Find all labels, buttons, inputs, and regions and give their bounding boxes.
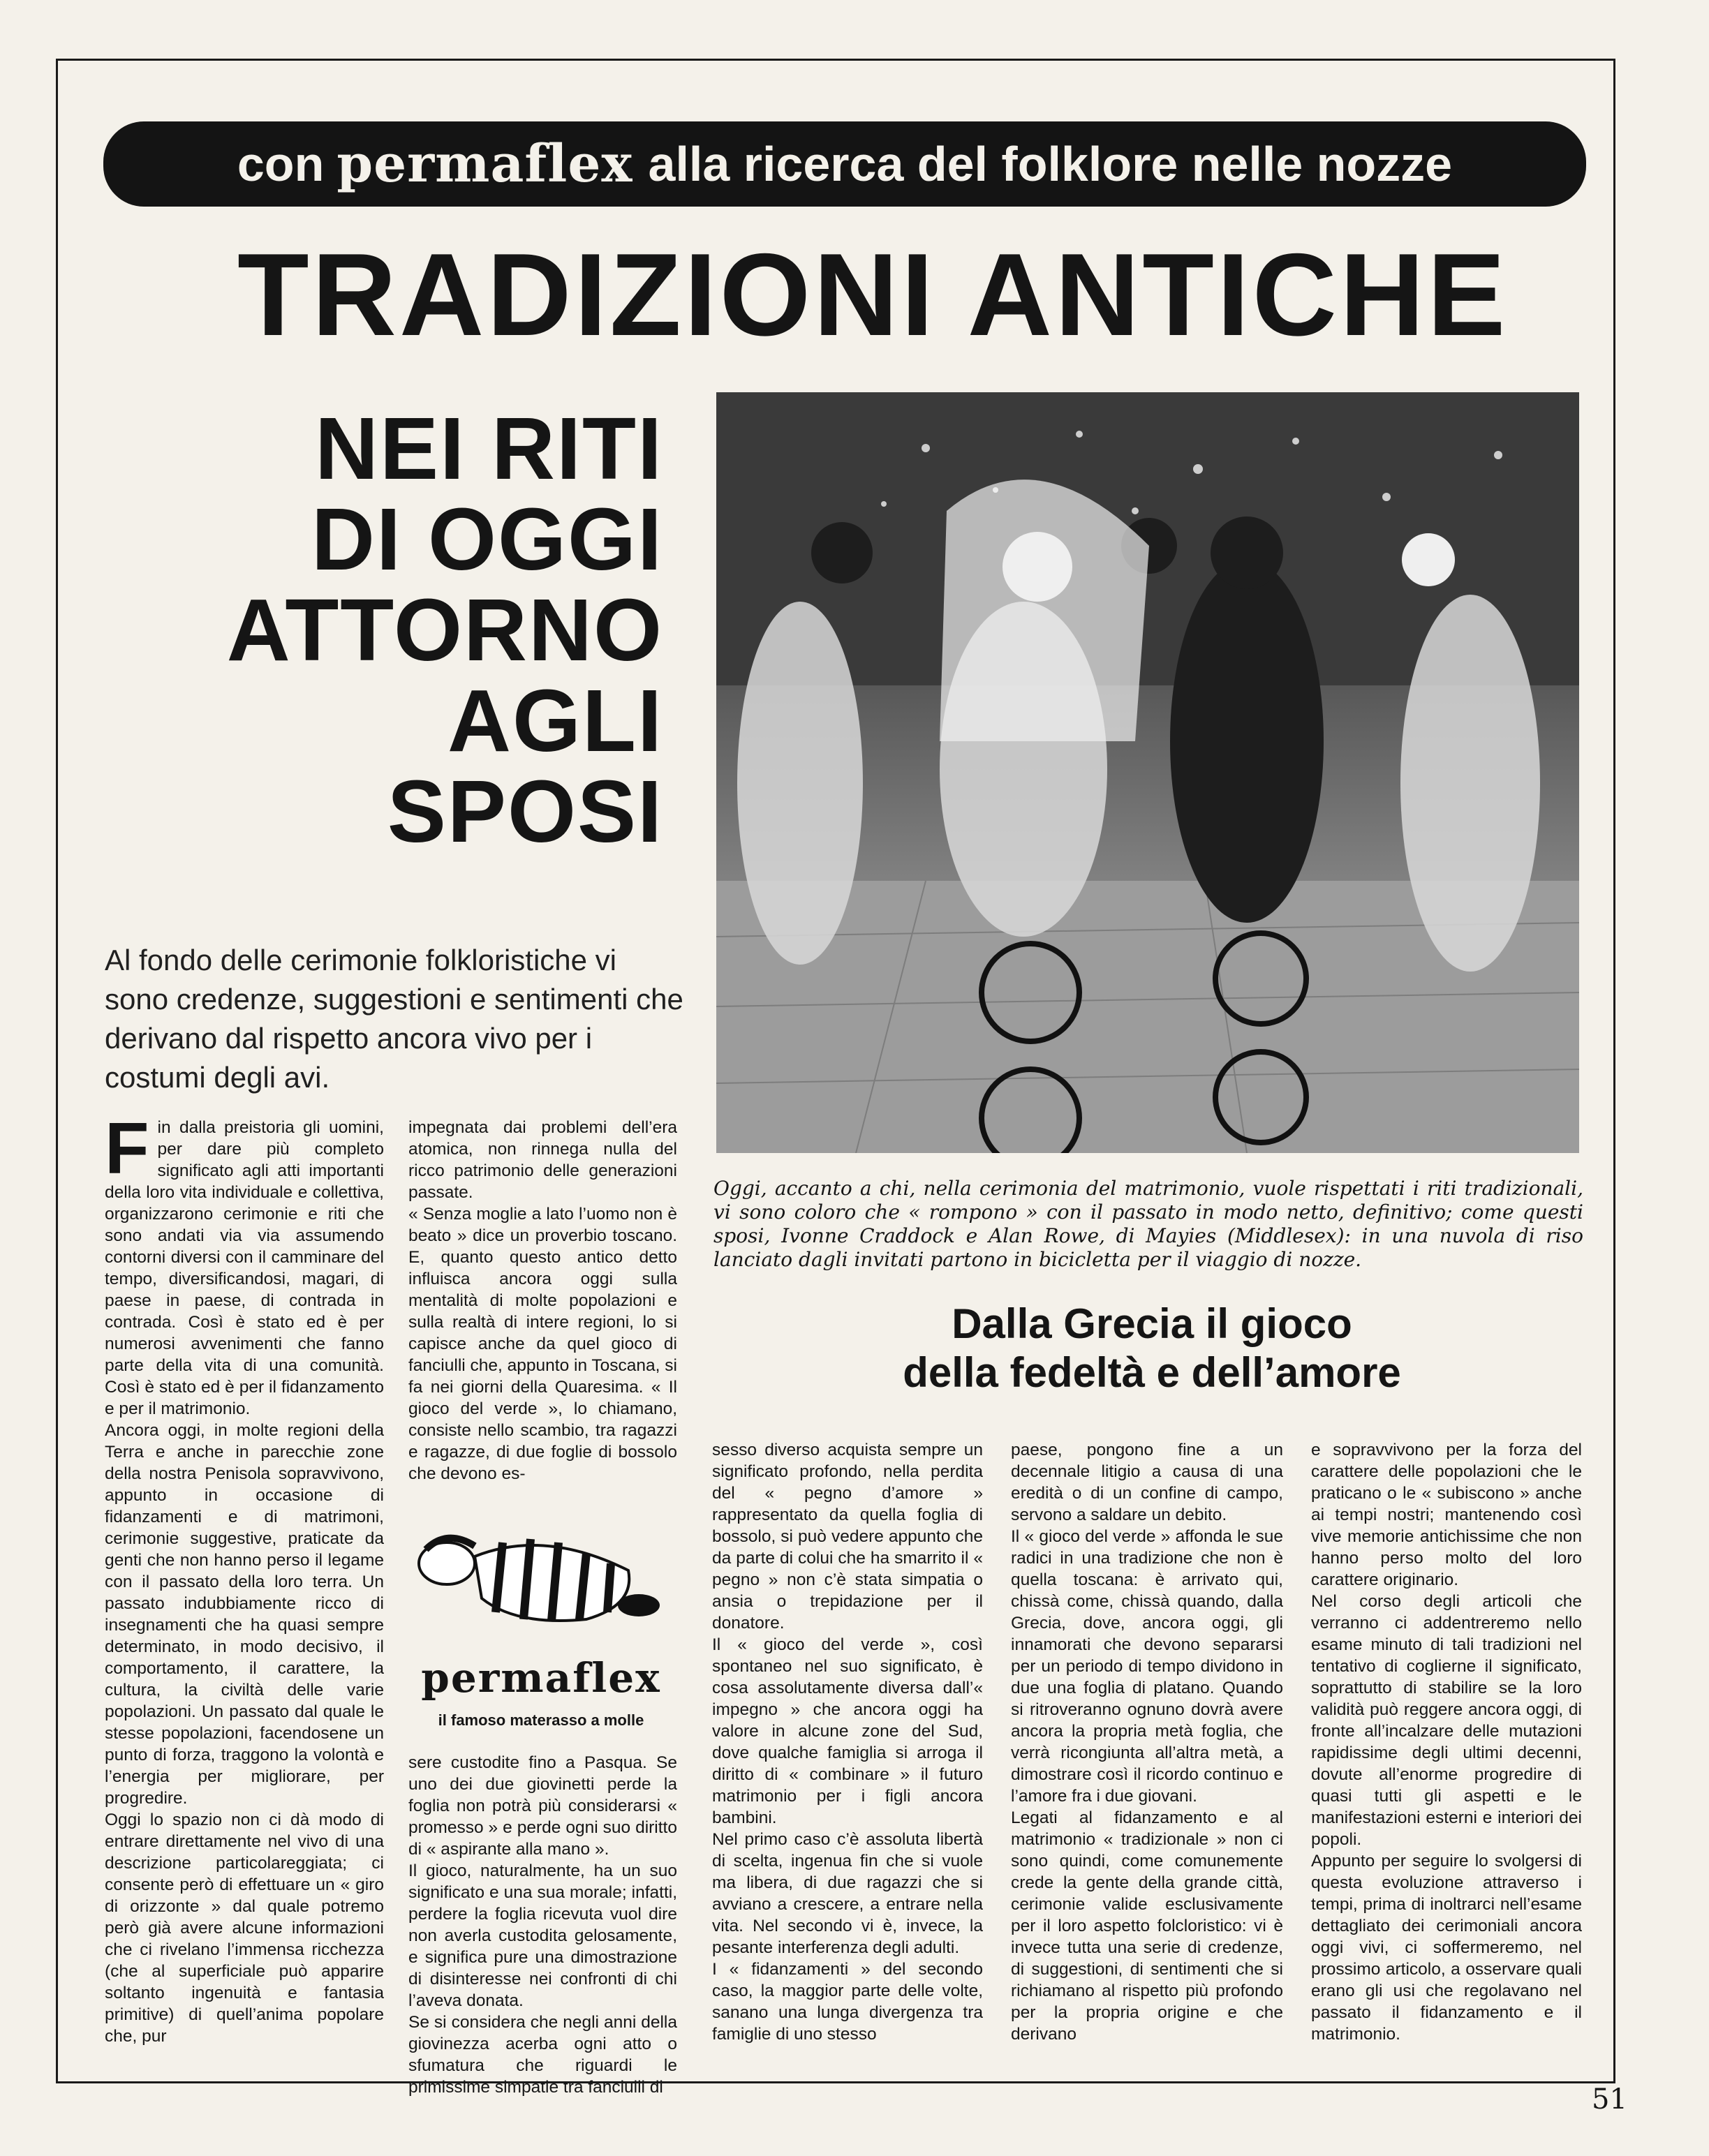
section-heading: Dalla Grecia il gioco della fedeltà e dell’amore — [903, 1300, 1401, 1396]
body-column-2a: impegnata dai problemi dell’era atomica, non rinnega nulla del ricco patrimonio delle generazioni passate. « Senza moglie a lato l’uomo non è beato » dice un proverbio toscano. E, quanto questo antico detto influisca ancora oggi sulla mentalità di molte popolazioni e sulla realtà di intere regioni, lo si capisce anche da quel gioco di fanciulli che, appunto in Toscana, si fa nei giorni della Quaresima. « Il gioco del verde », lo chiamano, consiste nello scambio, tra ragazzi e ragazze, di due foglie di bossolo che devono es- — [408, 1118, 677, 1483]
header-banner — [103, 121, 1586, 207]
banner-suffix: alla ricerca del folklore nelle nozze — [648, 137, 1453, 191]
banner-brand: permaflex — [336, 134, 633, 194]
photo-caption: Oggi, accanto a chi, nella cerimonia del matrimonio, vuole rispettati i riti tradizionali, vi sono coloro che « rompono » con il passato in modo netto, definitivo; come questi sposi, Ivonne Craddock e Alan Rowe, di Mayies (Middlesex): in una nuvola di riso lanciato dagli invitati partono in bicicletta per il viaggio di nozze. — [713, 1177, 1583, 1271]
headline: TRADIZIONI ANTICHE — [237, 229, 1509, 360]
wedding-photo — [716, 392, 1579, 1153]
ad-brand: permaflex — [421, 1654, 661, 1702]
body-column-5: e sopravvivono per la forza del carattere delle popolazioni che le praticano o le « subiscono » anche ai tempi nostri; mantenendo così vive memorie antichissime che non hanno perso molto del loro carattere originario. Nel corso degli articoli che verranno ci addentreremo nello esame minuto di tali tradizioni nel tentativo di coglierne il significato, soprattutto di stabilire se la loro validità può reggere ancora oggi, di fronte all’incalzare delle mutazioni rapidissime degli ultimi decenni, dovute all’enorme progredire di quasi tutti gli aspetti e le manifestazioni esterni e interiori dei popoli. Appunto per seguire lo svolgersi di questa evoluzione attraverso i tempi, prima di inoltrarci nell’esame dettagliato dei cerimoniali ancora oggi vivi, ci soffermeremo, nel prossimo articolo, a osservare quali erano gli usi che regolavano nel passato il fidanzamento e il matrimonio. — [1311, 1441, 1582, 2044]
banner-prefix: con — [237, 137, 325, 191]
sleeping-man-icon — [405, 1501, 677, 1647]
permaflex-ad — [405, 1501, 677, 1738]
body-column-2b: sere custodite fino a Pasqua. Se uno dei due giovinetti perde la foglia non potrà più considerarsi « promesso » e perde ogni suo diritto di « aspirante alla mano ». Il gioco, naturalmente, ha un suo significato e una sua morale; infatti, perdere la foglia ricevuta vuol dire non averla custodita gelosamente, e significa pure una dimostrazione di disinteresse nei confronti di chi l’aveva donata. Se si considera che negli anni della giovinezza acerba ogni atto o sfumatura che riguardi le primissime simpatie tra fanciulli di — [408, 1753, 677, 2097]
page-number: 51 — [1592, 2083, 1627, 2116]
drop-cap: F — [105, 1108, 149, 1189]
subheadline: NEI RITI DI OGGI ATTORNO AGLI SPOSI — [226, 399, 663, 861]
body-column-3: sesso diverso acquista sempre un significato profondo, nella perdita del « pegno d’amore » rappresentato da quella foglia di bossolo, si può vedere appunto che da parte di colui che ha smarrito il « pegno » non c’è stata simpatia o ansia o trepidazione per il donatore. Il « gioco del verde », così spontaneo nel suo significato, è cosa assolutamente diversa dall’« impegno » che ancora oggi ha valore in alcune zone del Sud, dove qualche famiglia si arroga il diritto di « combinare » il futuro matrimonio per i figli ancora bambini. Nel primo caso c’è assoluta libertà di scelta, ingenua fin che si vuole ma libera, di due ragazzi che si avviano a crescere, a entrare nella vita. Nel secondo vi è, invece, la pesante interferenza degli adulti. I « fidanzamenti » del secondo caso, la maggior parte delle volte, sanano una lunga divergenza tra famiglie di uno stesso — [712, 1441, 983, 2044]
wedding-photo-illustration — [716, 392, 1579, 1153]
ad-tagline: il famoso materasso a molle — [438, 1711, 644, 1729]
body-column-1-text: in dalla preistoria gli uomini, per dare più completo significato agli atti importanti della loro vita individuale e collettiva, organizzarono cerimonie e riti che sono andati via via assumendo contorni diversi con il camminare del tempo, diversificandosi, magari, di paese in paese, di contrada in contrada. Così è stato ed è per numerosi avvenimenti che fanno parte della vita di una comunità. Così è stato ed è per il fidanzamento e per il matrimonio. Ancora oggi, in molte regioni della Terra e anche in parecchie zone della nostra Penisola sopravvivono, appunto in occasione di fidanzamenti e di matrimoni, cerimonie suggestive, praticate da genti che non hanno perso il legame con il passato della loro terra. Un passato indubbiamente ricco di insegnamenti che ha quasi sempre determinato, in modo decisivo, il comportamento, il carattere, la cultura, la civiltà delle varie popolazioni. Un passato dal quale le stesse popolazioni, facendosene un punto di forza, traggono la volontà e l’energia per migliorare, per progredire. Oggi lo spazio non ci dà modo di entrare direttamente nel vivo di una descrizione particolareggiata; ci consente però di effettuare un « giro di orizzonte » dal quale potremo però già avere alcune informazioni che ci rivelano l’immensa ricchezza (che al superficiale può apparire soltanto ingenuità e fantasia primitive) di quell’anima popolare che, pur — [105, 1118, 384, 2046]
lede-paragraph: Al fondo delle cerimonie folkloristiche vi sono credenze, suggestioni e sentimenti che derivano dal rispetto ancora vivo per i costumi degli avi. — [105, 944, 683, 1094]
body-column-1 — [105, 1108, 384, 2047]
body-column-4: paese, pongono fine a un decennale litigio a causa di una eredità o di un confine di campo, servono a saldare un debito. Il « gioco del verde » affonda le sue radici in una tradizione che non è quella toscana: è arrivato qui, chissà come, chissà quando, dalla Grecia, dove, ancora oggi, gli innamorati che devono separarsi per un periodo di tempo dividono in due una foglia di platano. Quando si ritroveranno ognuno dovrà avere ancora la propria metà foglia, che verrà ricongiunta all’altra metà, a dimostrare così il ricordo continuo e l’amore fra i due giovani. Legati al fidanzamento e al matrimonio « tradizionale » non ci sono quindi, come comunemente crede la gente della grande città, cerimonie valide esclusivamente per il loro aspetto folcloristico: vi è invece tutta una serie di credenze, di suggestioni, di sentimenti che si richiamano al rispetto più profondo per la propria origine e che derivano — [1011, 1441, 1283, 2044]
